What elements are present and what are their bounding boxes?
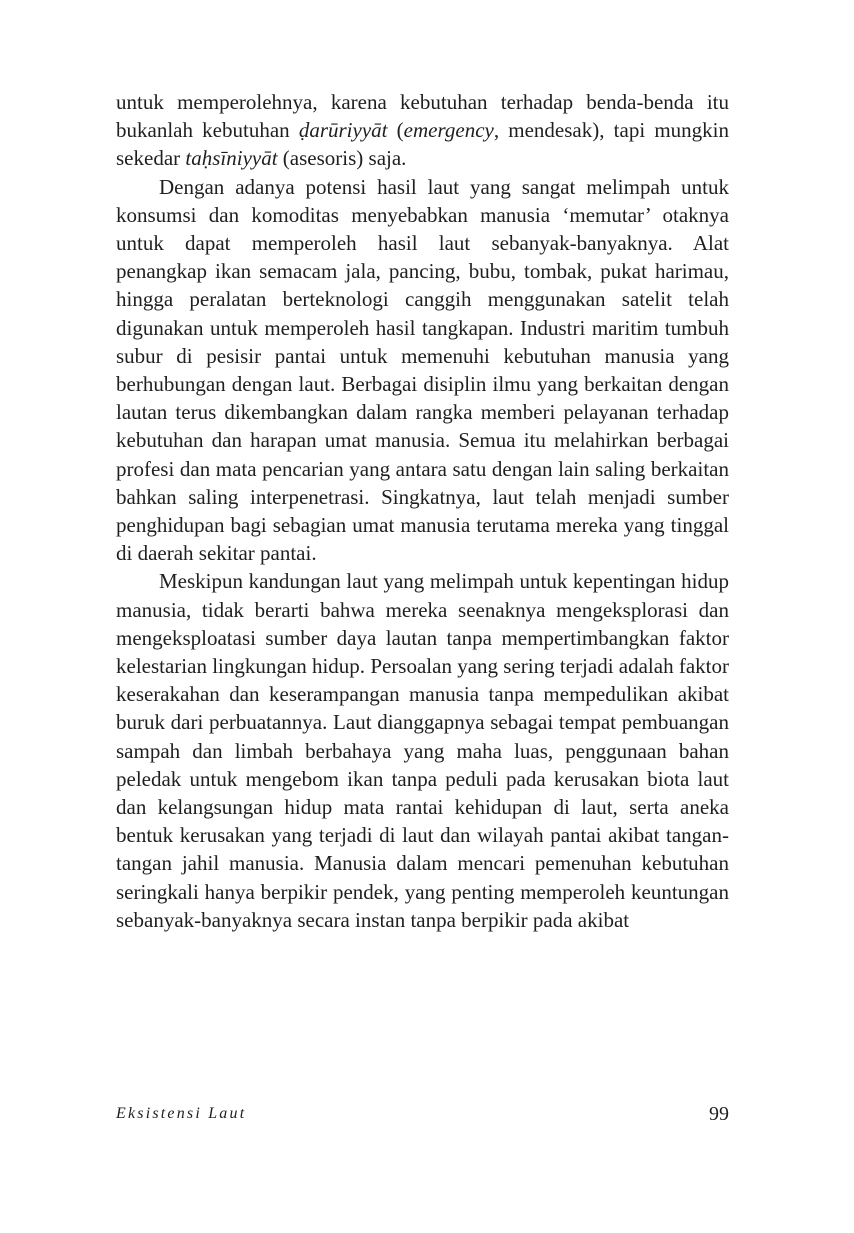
paragraph-text: , mendesak), tapi mungkin sekedar xyxy=(116,118,730,171)
paragraph: Dengan adanya potensi hasil laut yang sangat melimpah untuk konsumsi dan komoditas menyebabkan manusia ‘memutar’ otaknya untuk dapat memperoleh hasil laut sebanyak-banyaknya. Alat penangkap ikan semacam jala, pancing, bubu, tombak, pukat harimau, hingga peralatan berteknologi canggih menggunakan satelit telah digunakan untuk memperoleh hasil tangkapan. Industri maritim tumbuh subur di pesisir pantai untuk memenuhi kebutuhan manusia yang berhubungan dengan laut. Berbagai disiplin ilmu yang berkaitan dengan lautan terus dikembangkan dalam rangka memberi pelayanan terhadap kebutuhan dan harapan umat manusia. Semua itu melahirkan berbagai profesi dan mata pencarian yang antara satu dengan lain saling berkaitan bahkan saling interpenetrasi. Singkatnya, laut telah menjadi sumber penghidupan bagi sebagian umat manusia terutama mereka yang tinggal di daerah sekitar pantai. xyxy=(116,174,729,566)
english-term: emergency xyxy=(403,118,494,143)
paragraph-text: untuk memperolehnya, karena kebutuhan terhadap benda-benda itu bukanlah kebutuhan xyxy=(116,90,729,143)
page-body xyxy=(116,88,729,934)
paragraph-continuation xyxy=(116,88,729,173)
paragraph: Meskipun kandungan laut yang melimpah untuk kepentingan hidup manusia, tidak berarti bahwa mereka seenaknya mengeksplorasi dan mengeksploatasi sumber daya lautan tanpa mempertimbangkan faktor kelestarian lingkungan hidup. Persoalan yang sering terjadi adalah faktor keserakahan dan keserampangan manusia tanpa mempedulikan akibat buruk dari perbuatannya. Laut dianggapnya sebagai tempat pembuangan sampah dan limbah berbahaya yang maha luas, penggunaan bahan peledak untuk mengebom ikan tanpa peduli pada kerusakan biota laut dan kelangsungan hidup mata rantai kehidupan di laut, serta aneka bentuk kerusakan yang terjadi di laut dan wilayah pantai akibat tangan-tangan jahil manusia. Manusia dalam mencari pemenuhan kebutuhan seringkali hanya berpikir pendek, yang penting memperoleh keuntungan sebanyak-banyaknya secara instan tanpa berpikir pada akibat xyxy=(116,569,729,932)
arabic-term: taḥsīniyyāt xyxy=(185,146,278,171)
paragraph-text: (asesoris) saja. xyxy=(277,146,407,171)
running-title: Eksistensi Laut xyxy=(116,1105,247,1122)
page-number: 99 xyxy=(709,1103,729,1125)
page-footer xyxy=(116,1103,729,1129)
paragraph-text: ( xyxy=(387,118,404,143)
arabic-term: ḍarūriyyāt xyxy=(298,118,388,143)
